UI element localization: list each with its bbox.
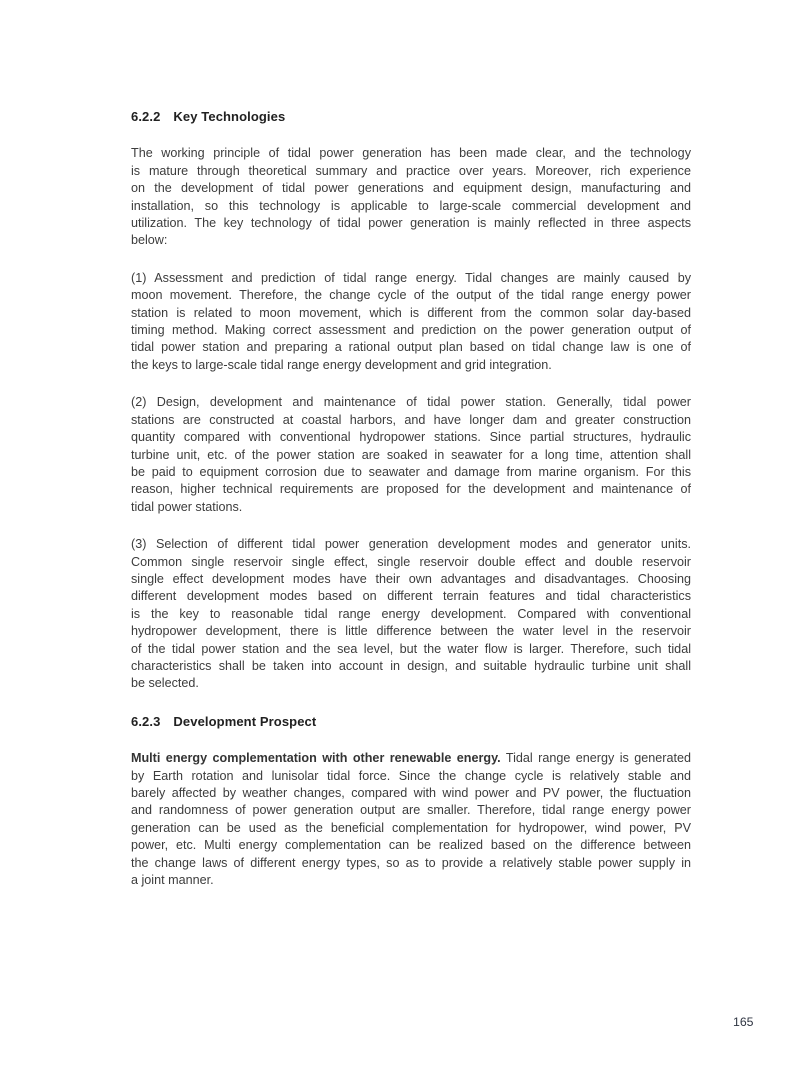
paragraph-line: reason, higher technical requirements are proposed for the development and maintenance of — [131, 482, 691, 497]
paragraph-line: moon movement. Therefore, the change cycle of the output of the tidal range energy power — [131, 288, 691, 303]
paragraph-line: (1) Assessment and prediction of tidal range energy. Tidal changes are mainly caused by — [131, 270, 691, 285]
paragraph-line: barely affected by weather changes, compared with wind power and PV power, the fluctuation — [131, 786, 691, 800]
paragraph-line: a joint manner. — [131, 873, 214, 888]
paragraph-line: below: — [131, 233, 168, 248]
paragraph-line: of the tidal power station and the sea level, but the water flow is larger. Therefore, such tidal — [131, 641, 691, 656]
paragraph-line: different development modes based on different terrain features and tidal characteristics — [131, 589, 691, 604]
paragraph-line: power, etc. Multi energy complementation can be realized based on the difference between — [131, 838, 691, 853]
paragraph-line: is the key to reasonable tidal range energy development. Compared with conventional — [131, 606, 691, 621]
paragraph-line: on the development of tidal power generations and equipment design, manufacturing and — [131, 181, 691, 196]
paragraph-prospect — [131, 750, 691, 889]
paragraph-line: station is related to moon movement, which is different from the common solar day-based — [131, 305, 691, 320]
paragraph-line: timing method. Making correct assessment and prediction on the power generation output of — [131, 323, 691, 338]
paragraph-line: tidal power station and preparing a rational output plan based on tidal change law is one of — [131, 340, 691, 355]
paragraph-line: and randomness of power generation output are smaller. Therefore, tidal range energy power — [131, 803, 691, 818]
page-content — [131, 108, 691, 889]
paragraph-line: hydropower development, there is little difference between the water level in the reservoir — [131, 624, 691, 639]
paragraph-line: single effect development modes have their own advantages and disadvantages. Choosing — [131, 571, 691, 586]
paragraph-line: quantity compared with conventional hydropower stations. Since partial structures, hydraulic — [131, 430, 691, 445]
section-title: Key Technologies — [173, 109, 286, 124]
paragraph-line: is mature through theoretical summary and practice over years. Moreover, rich experience — [131, 163, 691, 178]
section-title: Development Prospect — [173, 713, 317, 729]
paragraph-line: utilization. The key technology of tidal power generation is mainly reflected in three aspects — [131, 216, 691, 231]
paragraph-line: installation, so this technology is applicable to large-scale commercial development and — [131, 198, 691, 213]
paragraph-line: by Earth rotation and lunisolar tidal force. Since the change cycle is relatively stable and — [131, 768, 691, 783]
paragraph-line: the change laws of different energy types, so as to provide a relatively stable power supply in — [131, 855, 691, 870]
section-number: 6.2.2 — [131, 109, 161, 124]
section-heading-623 — [131, 713, 691, 730]
paragraph-line: characteristics shall be taken into account in design, and suitable hydraulic turbine unit shall — [131, 658, 691, 673]
paragraph-line: generation can be used as the beneficial complementation for hydropower, wind power, PV — [131, 820, 691, 835]
paragraph-line: be selected. — [131, 676, 199, 691]
section-number: 6.2.3 — [131, 713, 161, 729]
paragraph-line: tidal power stations. — [131, 499, 243, 514]
paragraph-line: turbine unit, etc. of the power station are soaked in seawater for a long time, attention shall — [131, 447, 691, 462]
paragraph-line: Common single reservoir single effect, single reservoir double effect and double reservoir — [131, 554, 691, 569]
bold-lead-text: Multi energy complementation with other renewable energy. — [131, 751, 501, 766]
paragraph-intro — [131, 145, 691, 249]
section-heading-622 — [131, 108, 691, 125]
paragraph-line: (2) Design, development and maintenance of tidal power station. Generally, tidal power — [131, 395, 691, 410]
paragraph-line: stations are constructed at coastal harbors, and have longer dam and greater construction — [131, 412, 691, 427]
paragraph-rest-lines — [131, 768, 691, 890]
paragraph-line: The working principle of tidal power generation has been made clear, and the technology — [131, 146, 691, 161]
paragraph-item-1 — [131, 270, 691, 374]
page-number: 165 — [733, 1015, 754, 1029]
paragraph-line: be paid to equipment corrosion due to seawater and damage from marine organism. For this — [131, 464, 691, 479]
paragraph-line — [131, 750, 691, 767]
paragraph-item-3 — [131, 536, 691, 693]
paragraph-item-2 — [131, 394, 691, 516]
paragraph-line: (3) Selection of different tidal power generation development modes and generator units. — [131, 537, 691, 552]
paragraph-line: the keys to large-scale tidal range energy development and grid integration. — [131, 357, 552, 372]
lead-rest-text: Tidal range energy is generated — [500, 751, 691, 766]
